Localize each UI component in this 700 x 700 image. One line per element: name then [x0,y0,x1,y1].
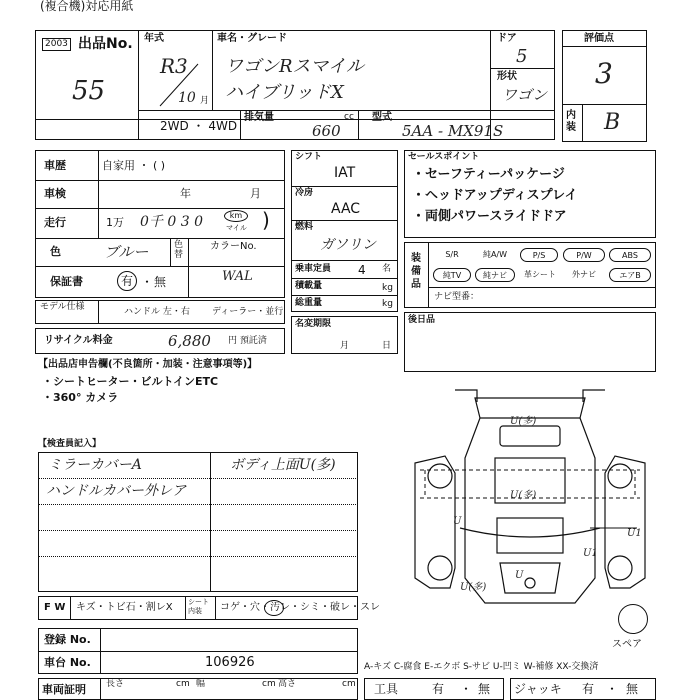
car-damage-diagram [405,378,655,610]
damage-mark-front-left: U(多) [460,582,487,593]
color-label: 色 [50,245,61,258]
history-value: 自家用 ・ ( ) [102,159,166,172]
interior-value: B [604,110,621,135]
equip-airbag: エアB [609,268,651,282]
reg-label: 登録 No. [44,633,91,646]
color-no-value: WAL [222,269,253,284]
warranty-label: 保証書 [50,275,83,288]
jack-label: ジャッキ [514,682,562,696]
drive: 2WD ・ 4WD [160,119,238,133]
year-label: 年式 [144,33,164,44]
lot-number: 55 [72,76,106,106]
damage-mark-right-lower: U1 [583,548,598,559]
model-name-label: 車名・グレード [217,33,287,44]
fw-text: キズ・トビ石・割レX [76,602,173,613]
history-label: 車歴 [44,159,66,172]
seat-text: コゲ・穴・汚レ・シミ・破レ・スレ [220,602,380,613]
inspector-right: ボディ上面U(多) [230,457,336,473]
equip-ext-nav: 外ナビ [572,270,596,279]
interior-label: 内装 [566,110,576,133]
mileage-label: 走行 [44,216,66,229]
color-value: ブルー [104,243,149,261]
inspector-label: 【検査員記入】 [38,439,102,449]
note-item: ・シートヒーター・ビルトインETC [42,375,219,388]
shift-value: IAT [334,165,356,181]
aircon-value: AAC [331,201,361,217]
tools-label: 工具 [374,682,399,696]
chassis-label: 車台 No. [44,656,91,669]
sales-points-label: セールスポイント [408,152,480,162]
fw-label: F W [44,602,66,613]
equip-ps: P/S [520,248,558,262]
seat-label: シート内装 [188,598,209,615]
notes-label: 【出品店申告欄(不良箇所・加装・注意事項等)】 [38,359,258,370]
post-delivery-box [404,312,656,372]
spare-label: スペア [612,639,642,650]
fuel-label: 燃料 [295,222,314,232]
damage-mark-front: U [515,570,524,581]
model-spec-handle: ハンドル 左・右 [124,307,190,317]
score-label: 評価点 [584,33,614,44]
color-no-label: カラーNo. [210,241,257,252]
door-label: ドア [497,33,517,44]
equip-leather: 革シート [524,270,556,279]
equip-pw: P/W [563,248,605,262]
mileage-unit: km [224,210,248,222]
damage-legend: A-キズ C-腐食 E-エクボ S-サビ U-凹ミ W-補修 XX-交換済 [364,662,599,672]
name-change-label: 名変期限 [295,319,332,329]
fuel-value: ガソリン [320,237,376,253]
damage-mark-hood: U(多) [510,490,537,501]
top-banner: (複合機)対応用紙 [40,0,134,13]
lot-label: 出品No. [78,36,133,52]
mileage-value: 0千 0 3 0 [140,214,203,230]
displacement-value: 660 [312,122,341,140]
inspector-box [38,452,358,592]
model-spec-dealer: ディーラー・並行 [212,307,284,317]
sales-point: ・ヘッドアップディスプレイ [412,188,578,203]
sales-point: ・セーフティーパッケージ [412,167,565,182]
door-value: 5 [516,46,528,67]
seat-circle [264,600,284,616]
equip-sr: S/R [445,250,459,259]
equip-alloy: 純A/W [482,250,508,259]
capacity-label: 乗車定員 [295,264,332,274]
damage-mark-right: U1 [627,528,642,539]
warranty-no: 無 [154,275,167,289]
shift-label: シフト [295,152,323,162]
equipment-label: 装備品 [411,253,421,290]
inspector-line: ハンドルカバー外レア [46,483,186,499]
note-item: ・360° カメラ [42,391,119,404]
year-value: R3 [160,54,188,78]
equip-abs: ABS [609,248,651,262]
inspector-line: ミラーカバーA [48,457,142,473]
lot-stamp: 2003 [42,38,71,51]
post-delivery-label: 後日品 [408,315,436,325]
year-month: 10 [178,90,196,106]
equip-nav: 純ナビ [475,268,515,282]
model-spec-label: モデル仕様 [40,302,85,312]
nav-model-label: ナビ型番： [434,292,480,302]
warranty-yes: 有 [117,271,137,291]
gross-label: 総重量 [295,298,323,308]
shape-value: ワゴン [502,86,548,104]
recycle-value: 6,880 [168,332,211,350]
equip-tv: 純TV [433,268,471,282]
size-label: 車両証明 [42,683,86,696]
model-grade: ハイブリッドX [225,82,344,103]
capacity-value: 4 [358,263,366,277]
damage-mark-roof: U(多) [510,416,537,427]
load-label: 積載量 [295,281,323,291]
chassis-number: 106926 [205,655,255,670]
displacement-label: 排気量 [244,112,274,123]
damage-mark-left: U [453,516,462,527]
model-code-label: 型式 [372,112,392,123]
model-code: 5AA - MX91S [402,122,504,140]
sales-point: ・両側パワースライドドア [412,209,567,224]
score-value: 3 [595,57,613,90]
model-name: ワゴンRスマイル [225,56,364,77]
spare-icon [618,604,648,634]
inspection-label: 車検 [44,187,66,200]
aircon-label: 冷房 [295,188,314,198]
recycle-label: リサイクル料金 [44,335,113,346]
shape-label: 形状 [497,71,517,82]
